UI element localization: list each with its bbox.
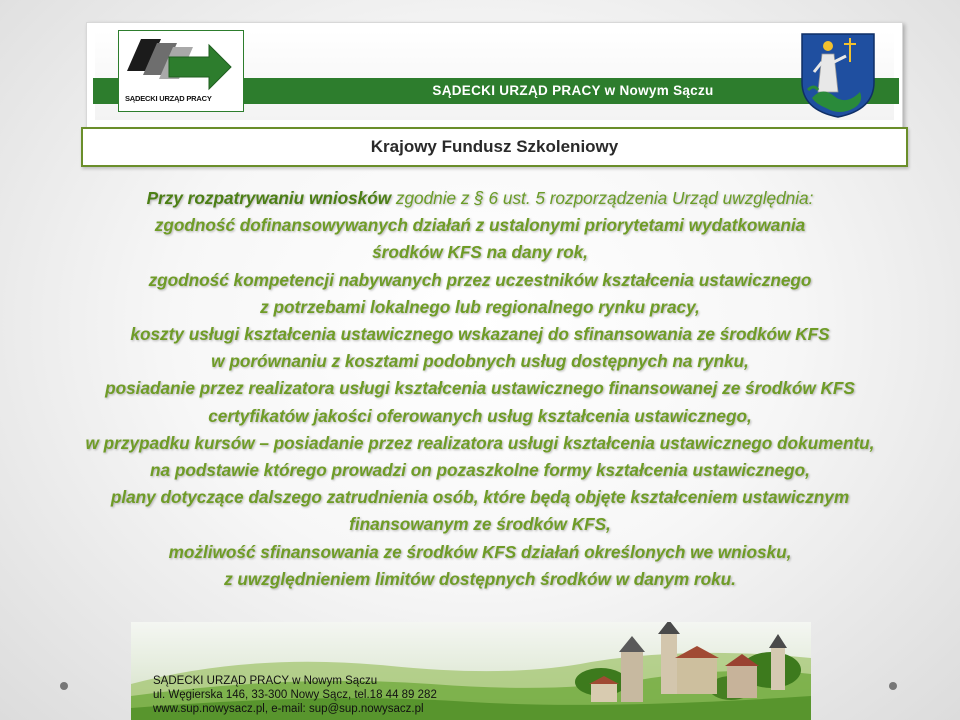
criteria-line: zgodność kompetencji nabywanych przez uczestników kształcenia ustawicznego	[148, 269, 812, 290]
criteria-line: w przypadku kursów – posiadanie przez realizatora usługi kształcenia ustawicznego dokumentu,	[85, 432, 875, 453]
footer-contact	[153, 674, 437, 716]
footer-web: www.sup.nowysacz.pl, e-mail: sup@sup.nowysacz.pl	[153, 703, 424, 715]
logo-arrow-icon	[119, 31, 243, 91]
slide-subtitle: Krajowy Fundusz Szkoleniowy	[370, 137, 619, 156]
criteria-line: z potrzebami lokalnego lub regionalnego rynku pracy,	[260, 296, 700, 317]
criteria-text	[40, 185, 920, 593]
lead-bold: Przy rozpatrywaniu wniosków	[146, 188, 392, 208]
criteria-line: środków KFS na dany rok,	[372, 242, 588, 263]
criteria-line: na podstawie którego prowadzi on pozaszkolne formy kształcenia ustawicznego,	[150, 460, 810, 481]
logo-caption: SĄDECKI URZĄD PRACY	[125, 94, 212, 103]
subtitle-box	[81, 127, 908, 167]
header-title: SĄDECKI URZĄD PRACY w Nowym Sączu	[432, 83, 714, 98]
criteria-line: certyfikatów jakości oferowanych usług kształcenia ustawicznego,	[208, 405, 752, 426]
criteria-line: finansowanym ze środków KFS,	[349, 514, 611, 535]
footer-address: ul. Węgierska 146, 33-300 Nowy Sącz, tel.18 44 89 282	[153, 689, 437, 701]
crest-icon	[800, 32, 876, 118]
left-dot	[60, 682, 68, 690]
criteria-line: posiadanie przez realizatora usługi kształcenia ustawicznego finansowanej ze środków KFS	[105, 378, 855, 399]
criteria-line: z uwzględnieniem limitów dostępnych środków w danym roku.	[224, 568, 736, 589]
criteria-line: plany dotyczące dalszego zatrudnienia osób, które będą objęte kształceniem ustawicznym	[110, 487, 850, 508]
criteria-line: koszty usługi kształcenia ustawicznego wskazanej do sfinansowania ze środków KFS	[130, 324, 830, 345]
city-crest	[800, 32, 876, 118]
org-logo	[118, 30, 244, 112]
lead-rest: zgodnie z § 6 ust. 5 rozporządzenia Urząd uwzględnia:	[391, 188, 814, 208]
criteria-line: możliwość sfinansowania ze środków KFS działań określonych we wniosku,	[168, 541, 792, 562]
criteria-line: zgodność dofinansowywanych działań z ustalonymi priorytetami wydatkowania	[154, 215, 806, 236]
right-dot	[889, 682, 897, 690]
footer-org: SĄDECKI URZĄD PRACY w Nowym Sączu	[153, 675, 378, 687]
footer-banner	[131, 622, 811, 720]
criteria-line: w porównaniu z kosztami podobnych usług dostępnych na rynku,	[211, 351, 749, 372]
lead-line	[40, 185, 920, 212]
